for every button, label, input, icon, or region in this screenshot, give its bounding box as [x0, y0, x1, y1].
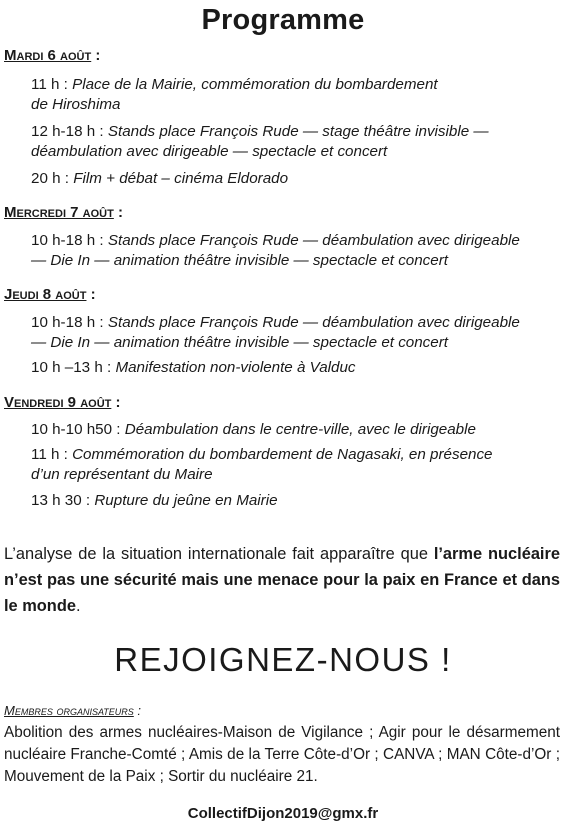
schedule-item: 11 h : Commémoration du bombardement de Nagasaki, en présence d’un représentant du Maire — [31, 446, 493, 483]
schedule-item: 10 h –13 h : Manifestation non-violente à Valduc — [31, 359, 356, 376]
schedule-item: 10 h-10 h50 : Déambulation dans le centre-ville, avec le dirigeable — [31, 421, 476, 438]
members-list: Abolition des armes nucléaires-Maison de Vigilance ; Agir pour le désarmement nucléaire Franche-Comté ; Amis de la Terre Côte-d’Or ; CANVA ; MAN Côte-d’Or ; Mouvement de la Paix ; Sortir du nucléaire 21. — [4, 724, 560, 785]
members-heading: Membres organisateurs : — [4, 703, 142, 718]
schedule-item: 12 h-18 h : Stands place François Rude — stage théâtre invisible — déambulation avec dirigeable — spectacle et concert — [31, 123, 489, 160]
statement-paragraph: L’analyse de la situation internationale fait apparaître que l’arme nucléaire n’est pas une sécurité mais une menace pour la paix en France et dans le monde. — [4, 545, 560, 615]
schedule-item: 20 h : Film + débat – cinéma Eldorado — [31, 170, 289, 187]
schedule-item: 11 h : Place de la Mairie, commémoration du bombardement de Hiroshima — [31, 76, 438, 113]
page-title: Programme — [201, 4, 365, 36]
call-to-action: REJOIGNEZ-NOUS ! — [114, 641, 452, 678]
schedule-item: 13 h 30 : Rupture du jeûne en Mairie — [31, 492, 278, 509]
schedule-item: 10 h-18 h : Stands place François Rude — déambulation avec dirigeable — Die In — animation théâtre invisible — spectacle et concert — [31, 314, 520, 351]
day-heading-jeudi: Jeudi 8 août : — [4, 286, 96, 303]
schedule-item: 10 h-18 h : Stands place François Rude — déambulation avec dirigeable — Die In — animation théâtre invisible — spectacle et concert — [31, 232, 520, 269]
day-heading-mercredi: Mercredi 7 août : — [4, 204, 124, 221]
contact-email[interactable]: CollectifDijon2019@gmx.fr — [187, 805, 379, 822]
day-heading-vendredi: Vendredi 9 août : — [4, 394, 121, 411]
day-heading-mardi: Mardi 6 août : — [4, 47, 101, 64]
